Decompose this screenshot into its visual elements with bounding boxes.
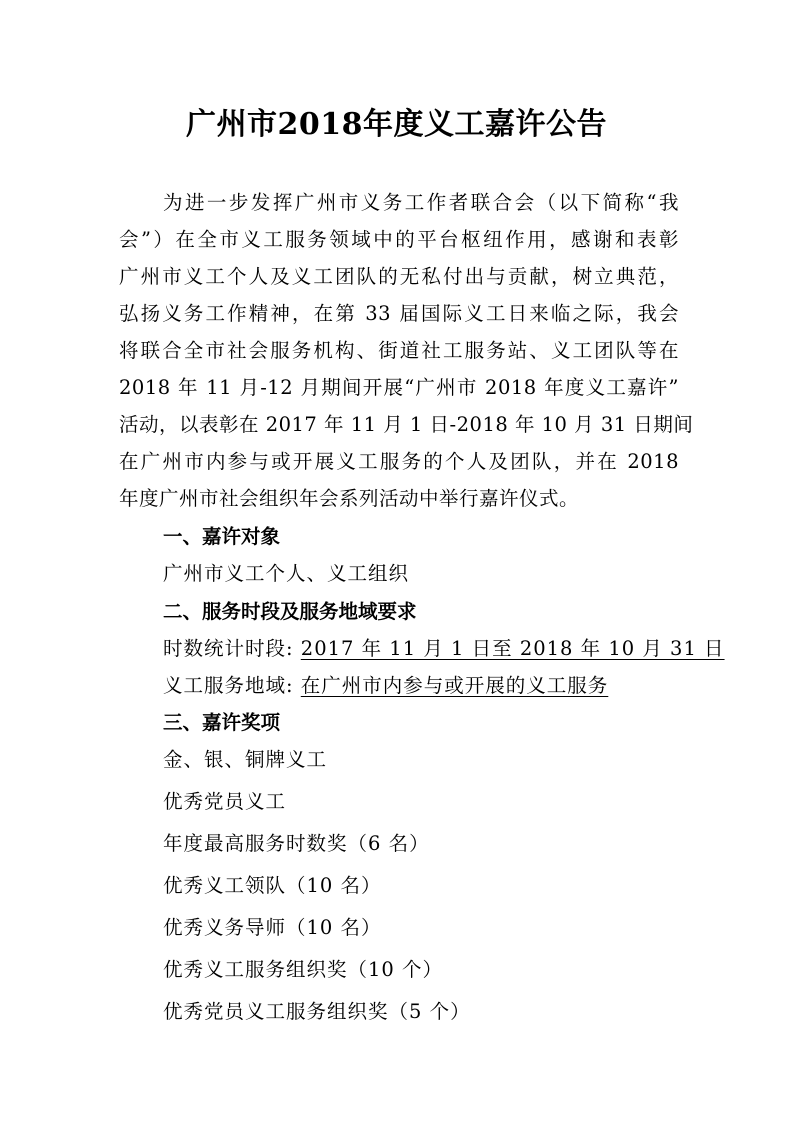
intro-line: 在广州市内参与或开展义工服务的个人及团队，并在 2018	[119, 450, 679, 473]
award-item: 优秀党员义工服务组织奖（5 个）	[163, 1000, 471, 1023]
intro-line: 将联合全市社会服务机构、街道社工服务站、义工团队等在	[119, 339, 679, 362]
intro-line: 为进一步发挥广州市义务工作者联合会（以下简称“我	[119, 191, 679, 214]
award-item: 优秀义工领队（10 名）	[163, 874, 382, 897]
area-value: 在广州市内参与或开展的义工服务	[300, 674, 609, 697]
intro-line: 广州市义工个人及义工团队的无私付出与贡献，树立典范，	[119, 265, 679, 288]
area-label: 义工服务地域:	[163, 674, 294, 697]
section-heading-recipients: 一、嘉许对象	[163, 525, 281, 548]
intro-line: 会”）在全市义工服务领域中的平台枢纽作用，感谢和表彰	[119, 228, 679, 251]
award-item: 优秀义工服务组织奖（10 个）	[163, 958, 444, 981]
section-heading-period-area: 二、服务时段及服务地域要求	[163, 600, 417, 623]
intro-line: 2018 年 11 月-12 月期间开展“广州市 2018 年度义工嘉许”	[119, 376, 679, 399]
award-item: 优秀义务导师（10 名）	[163, 916, 382, 939]
period-line	[163, 633, 725, 665]
period-value: 2017 年 11 月 1 日至 2018 年 10 月 31 日	[300, 637, 725, 660]
section-heading-awards: 三、嘉许奖项	[163, 711, 281, 734]
area-line	[163, 670, 608, 702]
award-item: 年度最高服务时数奖（6 名）	[163, 832, 430, 855]
intro-line: 年度广州市社会组织年会系列活动中举行嘉许仪式。	[119, 487, 580, 510]
recipients-text: 广州市义工个人、义工组织	[163, 562, 410, 585]
period-label: 时数统计时段:	[163, 637, 294, 660]
award-item: 优秀党员义工	[163, 790, 287, 813]
intro-line: 活动，以表彰在 2017 年 11 月 1 日-2018 年 10 月 31 日期间	[119, 413, 694, 436]
award-item: 金、银、铜牌义工	[163, 748, 328, 771]
intro-line: 弘扬义务工作精神，在第 33 届国际义工日来临之际，我会	[119, 302, 679, 325]
document-title: 广州市2018年度义工嘉许公告	[186, 107, 607, 142]
